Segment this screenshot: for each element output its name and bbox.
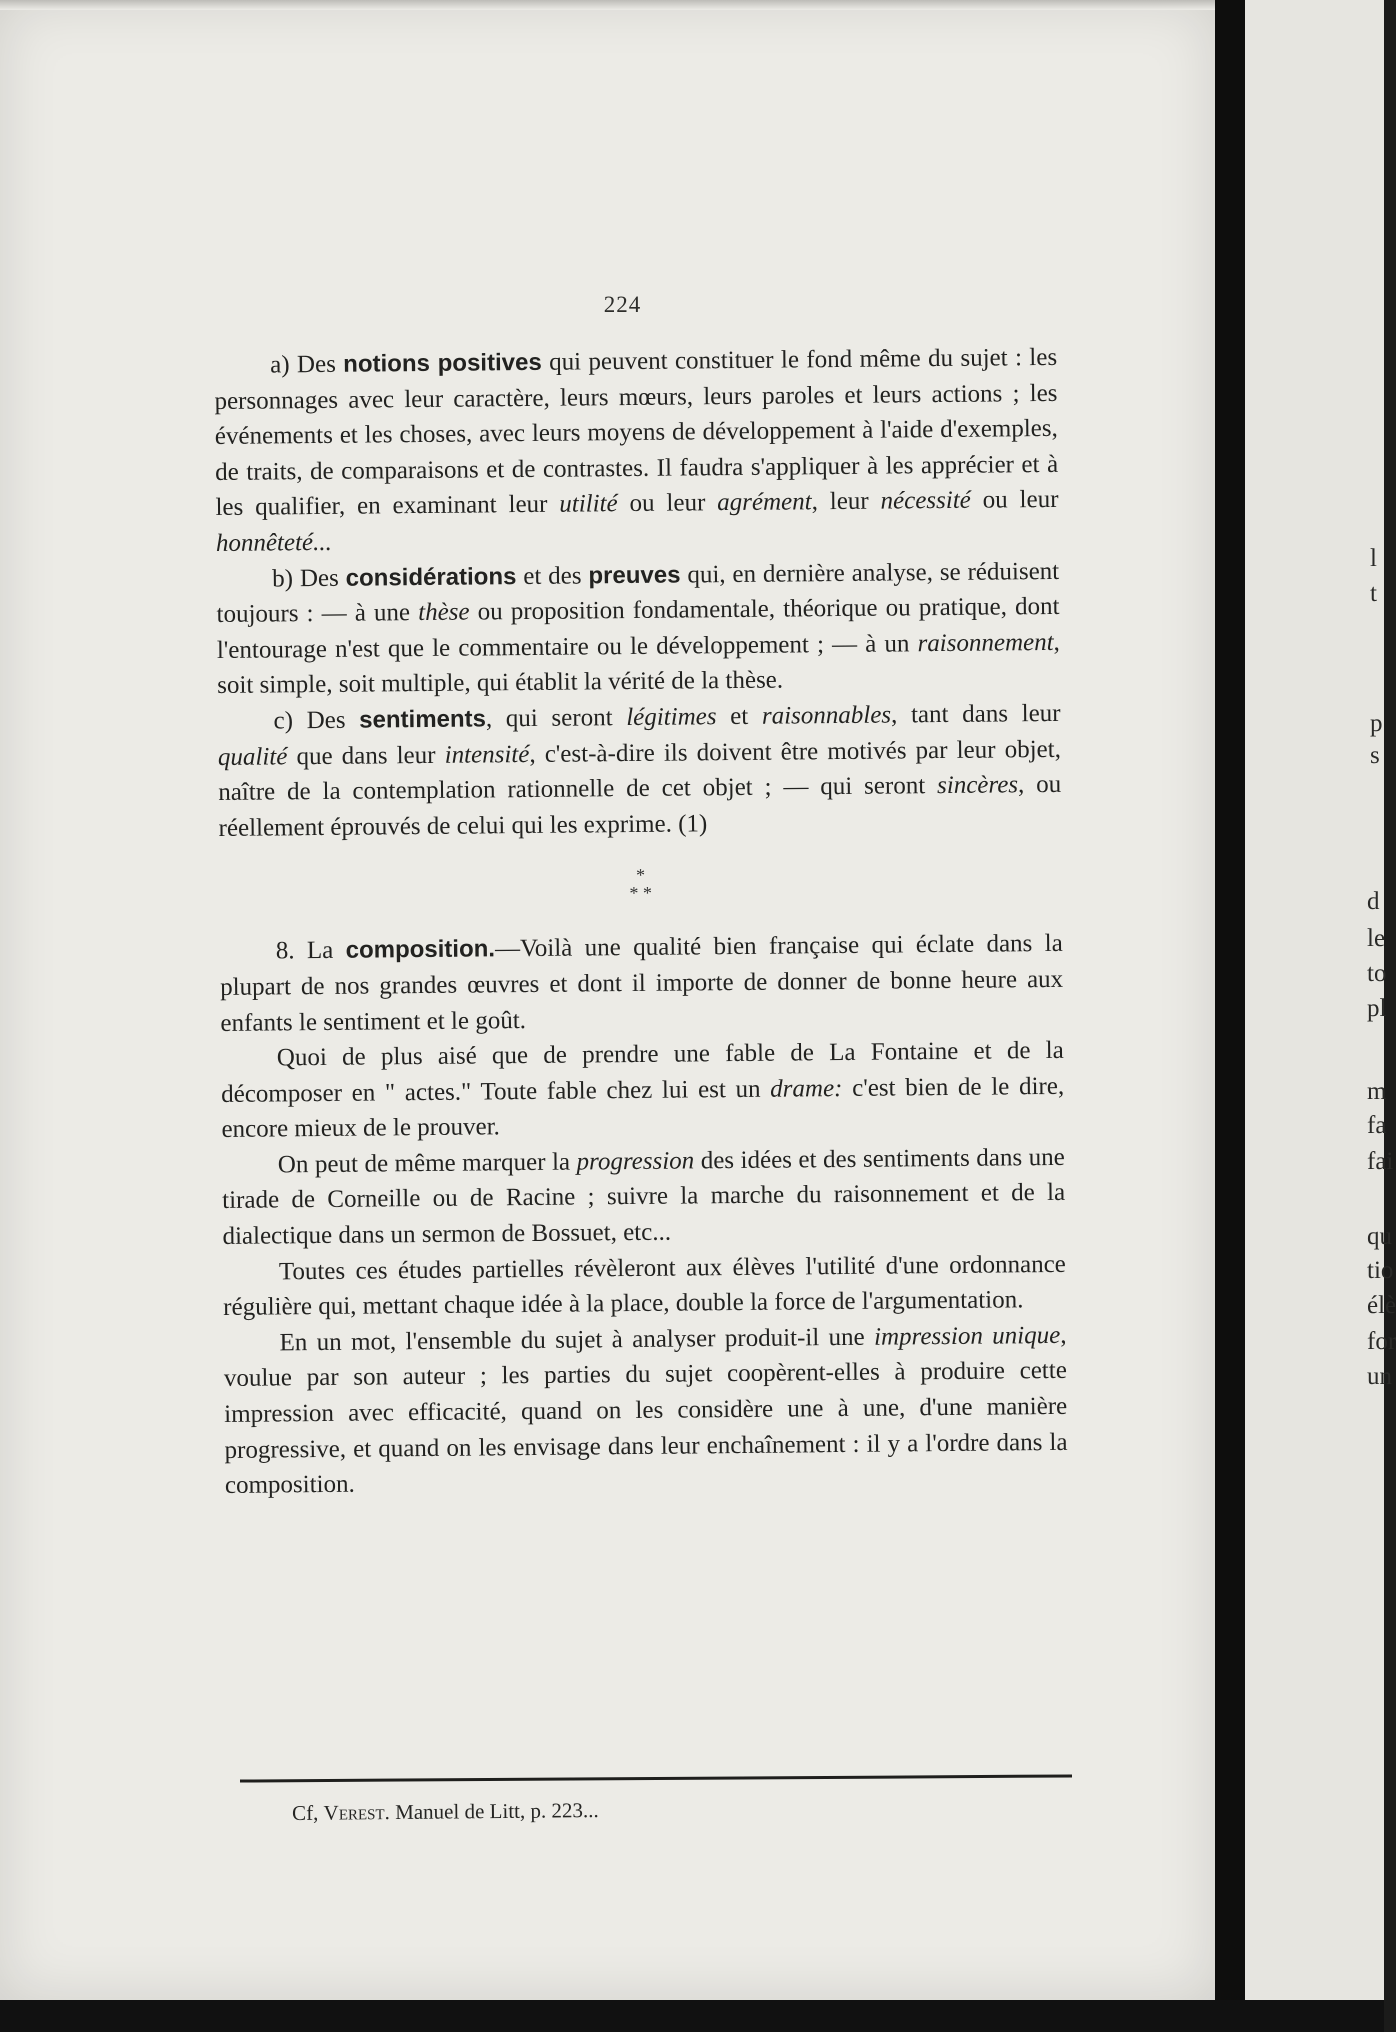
text-run: Toutes ces études partielles révèleront aux élèves l'utilité d'une ordonnance régulière qui, mettant chaque idée à la place, double la force de l'argumentation. bbox=[223, 1250, 1066, 1322]
text-run: c'est bien de le dire, encore mieux de le prouver. bbox=[221, 1072, 1065, 1144]
text-run: a) Des bbox=[270, 350, 344, 379]
text-run: c) Des bbox=[273, 706, 360, 735]
paragraph-en-un-mot bbox=[223, 1318, 1068, 1504]
next-page-fragment: to bbox=[1367, 960, 1387, 987]
text-run: que dans leur bbox=[287, 741, 445, 770]
italic-term: intensité bbox=[444, 740, 530, 769]
text-run: ou leur bbox=[617, 489, 718, 518]
italic-term: drame: bbox=[770, 1074, 843, 1103]
text-run: qui peuvent constituer le fond même du sujet : les personnages avec leur caractère, leurs mœurs, leurs paroles et leurs actions ; les événements et les choses, avec leurs moyens de développement à l'aide d'exemples, de traits, de comparaisons et de contrastes. Il faudra s'appliquer à les apprécier et à les qualifier, en examinant leur bbox=[214, 343, 1059, 522]
bold-term: sentiments bbox=[359, 705, 487, 734]
text-run: des idées et des sentiments dans une tirade de Corneille ou de Racine ; suivre la marche du raisonnement et de la dialectique dans un sermon de Bossuet, etc... bbox=[222, 1143, 1066, 1251]
footnote-reference: Manuel de Litt, p. 223... bbox=[389, 1798, 599, 1825]
next-page-fragment: d bbox=[1367, 888, 1380, 915]
italic-term: honnêteté... bbox=[215, 528, 332, 557]
next-page-fragment: un bbox=[1367, 1363, 1392, 1390]
italic-term: progression bbox=[576, 1147, 695, 1176]
text-run: Quoi de plus aisé que de prendre une fable de La Fontaine et de la décomposer en " actes." Toute fable chez lui est un bbox=[221, 1036, 1064, 1108]
text-run: , voulue par son auteur ; les parties du sujet coopèrent-elles à produire cette impression avec efficacité, quand on les considère une à une, d'une manière progressive, et quand on les envisage dans leur enchaînement : il y a l'ordre dans la composition. bbox=[223, 1321, 1068, 1500]
italic-term: impression unique bbox=[873, 1321, 1061, 1351]
text-run: qui, en dernière analyse, se réduisent toujours : — à une bbox=[216, 557, 1060, 629]
text-run: , ou réellement éprouvés de celui qui les exprime. (1) bbox=[218, 771, 1062, 842]
bold-term: composition. bbox=[345, 935, 496, 965]
italic-term: sincères bbox=[936, 771, 1019, 800]
paragraph-a bbox=[214, 340, 1059, 562]
text-run: b) Des bbox=[272, 564, 346, 593]
page-number: 224 bbox=[603, 292, 642, 317]
next-page-fragment: fa bbox=[1367, 1112, 1387, 1139]
paragraph-composition bbox=[220, 926, 1064, 1041]
footnote bbox=[292, 1798, 599, 1826]
book-spine bbox=[1215, 0, 1245, 2032]
next-page-fragment: tio bbox=[1367, 1257, 1394, 1284]
text-run: , soit simple, soit multiple, qui établit la vérité de la thèse. bbox=[217, 628, 1060, 700]
next-page-fragment: pl bbox=[1367, 995, 1387, 1022]
text-run: et des bbox=[516, 561, 589, 590]
text-run: 8. La bbox=[275, 937, 346, 965]
text-run: ou leur bbox=[970, 486, 1059, 515]
paragraph-b bbox=[216, 553, 1060, 703]
next-page-fragment: for bbox=[1367, 1328, 1396, 1355]
next-page-fragment: s bbox=[1370, 742, 1380, 769]
text-run: , leur bbox=[811, 487, 881, 516]
bold-term: considérations bbox=[345, 562, 517, 592]
text-run: ou proposition fondamentale, théorique ou pratique, dont l'entourage n'est que le commentaire ou le développement ; — à un bbox=[216, 593, 1060, 664]
dinkus-top: * bbox=[635, 865, 646, 886]
italic-term: nécessité bbox=[880, 487, 971, 515]
paragraph-progression bbox=[222, 1140, 1066, 1255]
footnote-prefix: Cf, bbox=[292, 1800, 324, 1825]
italic-term: légitimes bbox=[626, 703, 717, 731]
next-page-fragment: le bbox=[1367, 925, 1386, 952]
text-run: En un mot, l'ensemble du sujet à analyser produit-il une bbox=[279, 1323, 875, 1357]
next-page-fragment: t bbox=[1370, 580, 1377, 607]
bold-term: notions positives bbox=[343, 348, 542, 378]
italic-term: thèse bbox=[418, 598, 470, 627]
paragraph-fable bbox=[221, 1033, 1065, 1148]
bold-term: preuves bbox=[588, 561, 681, 589]
next-page-fragment: fai bbox=[1367, 1148, 1394, 1175]
footnote-author: Verest. bbox=[323, 1800, 390, 1825]
next-page-fragment: qu bbox=[1367, 1223, 1392, 1250]
paragraph-etudes bbox=[223, 1247, 1067, 1326]
footnote-rule bbox=[240, 1774, 1072, 1782]
next-page-fragment: élè bbox=[1367, 1292, 1396, 1319]
next-page-edge bbox=[1245, 0, 1396, 2000]
text-run: On peut de même marquer la bbox=[277, 1148, 577, 1179]
next-page-fragment: m bbox=[1367, 1078, 1387, 1105]
next-page-fragment: l bbox=[1370, 545, 1377, 572]
text-run: et bbox=[716, 702, 763, 731]
text-run: , c'est-à-dire ils doivent être motivés par leur objet, naître de la contemplation rationnelle de cet objet ; — qui seront bbox=[218, 735, 1062, 807]
next-page-fragment: p bbox=[1370, 710, 1383, 737]
italic-term: utilité bbox=[559, 490, 618, 519]
text-run: —Voilà une qualité bien française qui éclate dans la plupart de nos grandes œuvres et dont il importe de donner de bonne heure aux enfants le sentiment et le goût. bbox=[220, 930, 1064, 1037]
body-text bbox=[214, 340, 1068, 1504]
section-dinkus bbox=[219, 862, 1062, 906]
italic-term: agrément bbox=[717, 488, 812, 517]
text-run: , tant dans leur bbox=[890, 699, 1061, 729]
dinkus-bottom: * * bbox=[629, 883, 653, 904]
scan-bottom-edge bbox=[0, 2000, 1384, 2032]
italic-term: qualité bbox=[217, 742, 288, 771]
italic-term: raisonnement bbox=[917, 628, 1054, 658]
paragraph-c bbox=[217, 696, 1061, 846]
text-run: , qui seront bbox=[485, 703, 627, 733]
italic-term: raisonnables bbox=[761, 701, 892, 730]
